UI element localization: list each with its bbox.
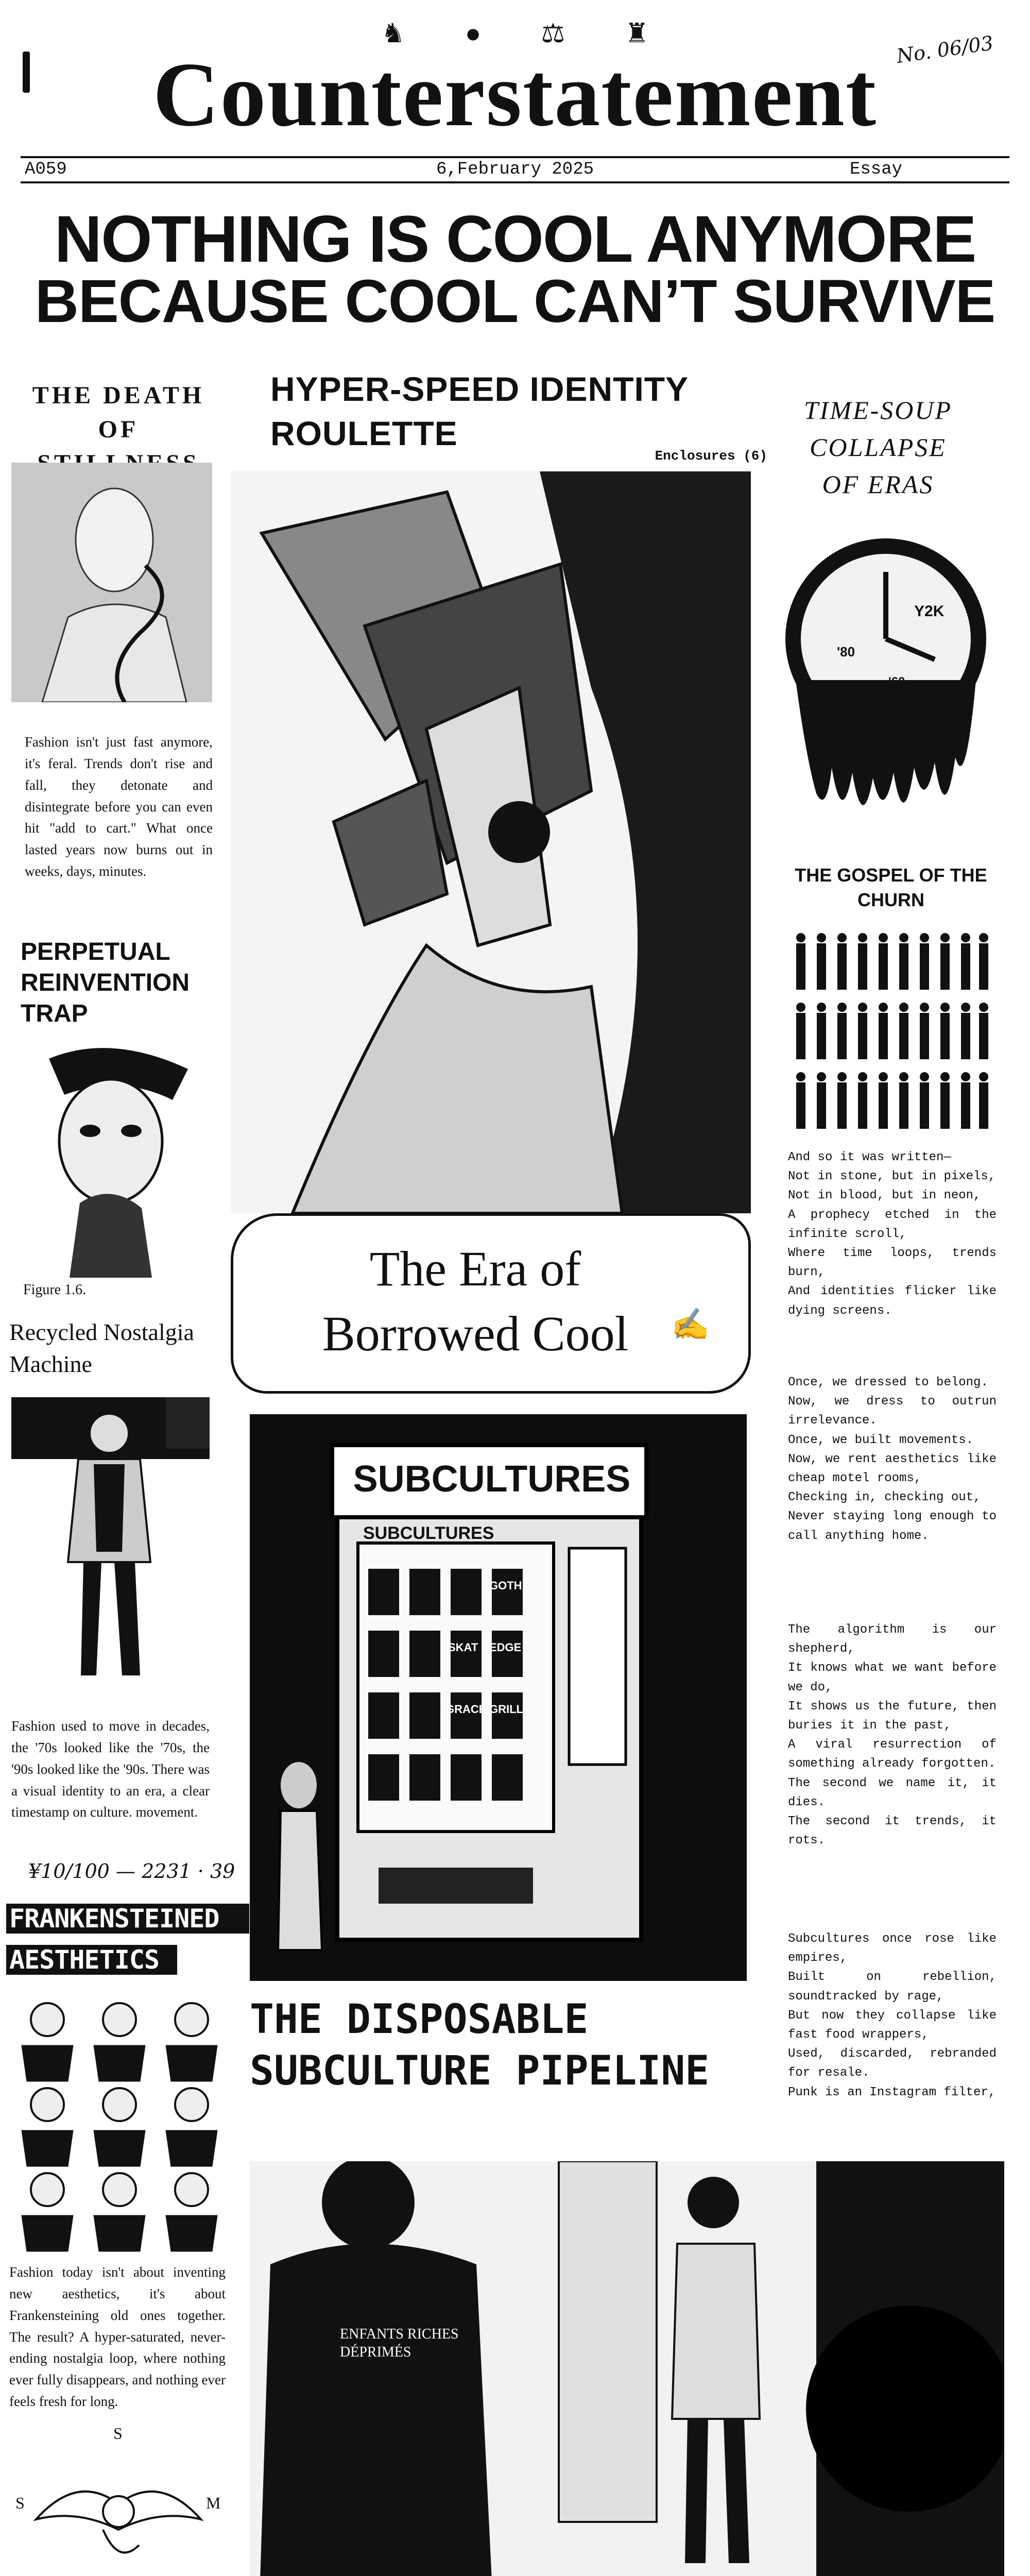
masthead-rule-top: [21, 156, 1009, 158]
era-title: The Era of Borrowed Cool: [322, 1241, 629, 1361]
vending-subsign: SUBCULTURES: [363, 1523, 494, 1543]
enclosures-label: Enclosures (6): [655, 448, 767, 464]
pipeline-title: THE DISPOSABLE SUBCULTURE PIPELINE: [250, 1996, 710, 2094]
frankensteined-title-2: AESTHETICS: [6, 1945, 177, 1975]
vending-slot-4: GRACE: [445, 1703, 487, 1716]
masthead-title: Counterstatement: [152, 43, 878, 145]
poem-stanza-3: The algorithm is our shepherd, It knows what we want before we do, It shows us the future, then buries it in the past, A viral resurrection of something already forgotten. The second we name it, it dies. The second it trends, it rots.: [788, 1623, 997, 1848]
sun-icon: ●: [465, 19, 482, 48]
headline-line-1: NOTHING IS COOL ANYMORE: [54, 202, 976, 276]
headline-line-2: BECAUSE COOL CAN’T SURVIVE: [35, 267, 995, 335]
vending-sign: SUBCULTURES: [353, 1459, 631, 1500]
death-of-stillness-title: THE DEATH OF: [32, 382, 205, 443]
compass-west: S: [15, 2494, 25, 2512]
gospel-title: THE GOSPEL OF THE CHURN: [795, 865, 987, 910]
nostalgia-title: Recycled Nostalgia Machine: [9, 1319, 194, 1377]
handwritten-math: ¥10/100 — 2231 · 39: [28, 1860, 235, 1883]
lion-icon: ♜: [625, 19, 649, 48]
vending-slot-3: EDGE: [489, 1641, 522, 1654]
figure-caption: Figure 1.6.: [23, 1282, 87, 1298]
face-photo: [18, 1038, 201, 1278]
issue-section: Essay: [850, 160, 903, 179]
outfit-grid: [791, 930, 991, 1133]
poem-stanza-4: Subcultures once rose like empires, Built on rebellion, soundtracked by rage, But now they collapse like fast food wrappers, Used, discarded, rebranded for resale. Punk is an Instagram filter,: [788, 1932, 997, 2099]
scribble-mark: ✍: [671, 1308, 710, 1342]
poem-stanza-1: And so it was written— Not in stone, but in pixels, Not in blood, but in neon, A prophecy etched in the infinite scroll, Where time loops, trends burn, And identities flicker like dying screens.: [788, 1150, 997, 1318]
sweater-text-1: ENFANTS RICHES: [340, 2326, 459, 2342]
nostalgia-body-text: Fashion used to move in decades, the '70s looked like the '70s, the '90s looked like the '90s. There was a visual identity to an era, a clear timestamp on culture. movement.: [11, 1718, 210, 1820]
roulette-title: HYPER-SPEED IDENTITY ROULETTE: [270, 370, 688, 452]
issue-date: 6,February 2025: [436, 160, 594, 179]
frankensteined-body-text: Fashion today isn't about inventing new aesthetics, it's about Frankensteining old ones together. The result? A hyper-saturated, never-ending nostalgia loop, where nothing ever fully disappears, and nothing ever feels fresh for long.: [9, 2264, 226, 2410]
era-of-borrowed-cool-sticker: [231, 1213, 751, 1394]
vending-slot-1: GOTH: [489, 1579, 522, 1592]
walking-figure-photo: [11, 1397, 210, 1691]
poem-stanza-2: Once, we dressed to belong. Now, we dress to outrun irrelevance. Once, we built movements. Now, we rent aesthetics like cheap motel rooms, Checking in, checking out, Never staying long enough to call anything home.: [788, 1376, 997, 1543]
issue-number: A059: [25, 160, 67, 179]
bald-head-photo: [11, 463, 212, 702]
compass-north: S: [113, 2424, 123, 2443]
scales-icon: ⚖: [541, 19, 565, 48]
clock-label-80: '80: [837, 644, 855, 659]
portrait-grid: [11, 1999, 228, 2254]
clock-label-60: '60: [888, 675, 905, 689]
sweater-text-2: DÉPRIMÉS: [340, 2344, 411, 2360]
compass-east: M: [206, 2494, 221, 2512]
handwritten-note: No. 06/03: [895, 31, 995, 68]
death-body-text: Fashion isn't just fast anymore, it's feral. Trends don't rise and fall, they detonate and disintegrate before you can even hit "add to cart." What once lasted years now burns out in weeks, days, minutes.: [25, 734, 213, 879]
page-marker: [23, 52, 30, 93]
vending-slot-5: GRILL: [489, 1703, 523, 1716]
vending-slot-2: SKAT: [448, 1641, 478, 1654]
frankensteined-title-1: FRANKENSTEINED: [6, 1904, 249, 1934]
vending-machine-photo: [250, 1414, 747, 1981]
street-photo: [250, 2161, 1004, 2576]
masthead-rule-bottom: [21, 181, 1009, 183]
cherub-emblem: [15, 2424, 221, 2571]
knight-icon: ♞: [381, 19, 405, 48]
melting-clock-image: [775, 526, 997, 835]
collage-face-photo: [231, 471, 751, 1213]
reinvention-title: PERPETUAL REINVENTION TRAP: [21, 938, 190, 1027]
time-soup-title: TIME-SOUP COLLAPSE OF ERAS: [803, 396, 953, 499]
clock-label-y2k: Y2K: [914, 603, 945, 620]
